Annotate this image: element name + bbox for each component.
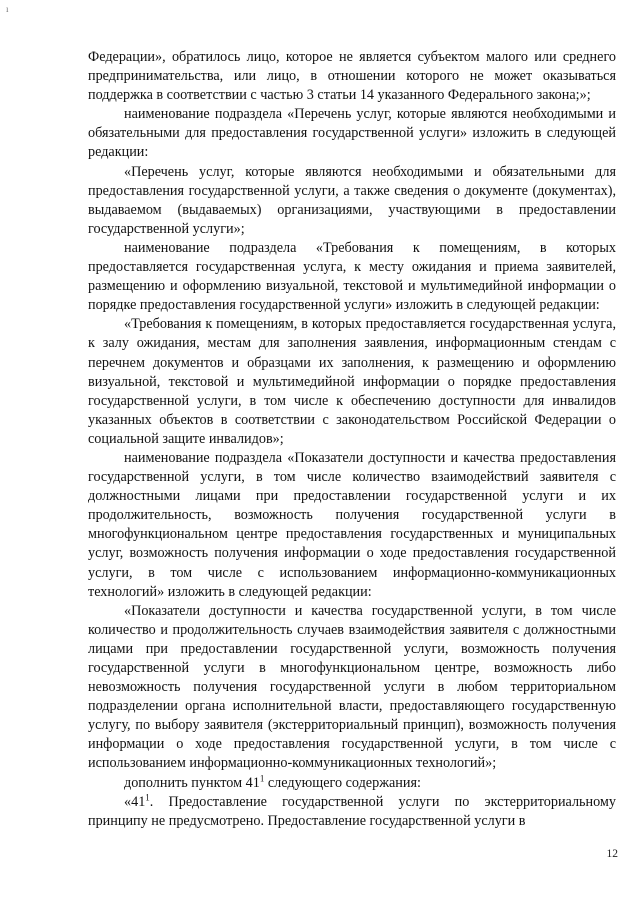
paragraph-2: наименование подраздела «Перечень услуг, которые являются необходимыми и обязательными для предоставления государственной услуги» изложить в следующей редакции: bbox=[88, 106, 616, 161]
body-text bbox=[88, 48, 616, 831]
paragraph-8-text-end: следующего содержания: bbox=[264, 774, 421, 791]
paragraph-9 bbox=[88, 793, 616, 831]
margin-mark: ı bbox=[6, 4, 9, 14]
page-number: 12 bbox=[606, 848, 618, 860]
paragraph-4: наименование подраздела «Требования к помещениям, в которых предоставляется государственная услуга, к месту ожидания и приема заявителей, размещению и оформлению визуальной, текстовой и мультимедийной информации о порядке предоставления государственной услуги» изложить в следующей редакции: bbox=[88, 239, 616, 314]
paragraph-9-text-end: . Предоставление государственной услуги по экстерриториальному принципу не предусмотрено. Предоставление государственной услуги в bbox=[88, 793, 616, 829]
paragraph-6: наименование подраздела «Показатели доступности и качества предоставления государственной услуги, в том числе количество взаимодействий заявителя с должностными лицами при предоставлении государственной услуги и их продолжительность, возможность получения государственной услуги в многофункциональном центре предоставления государственных и муниципальных услуг, возможность получения информации о ходе предоставления государственной услуги, в том числе с использованием информационно-коммуникационных технологий» изложить в следующей редакции: bbox=[88, 449, 616, 600]
paragraph-1: Федерации», обратилось лицо, которое не является субъектом малого или среднего предпринимательства, или лицо, в отношении которого не может оказываться поддержка в соответствии с частью 3 статьи 14 указанного Федерального закона;»; bbox=[88, 49, 616, 104]
paragraph-8 bbox=[88, 774, 616, 793]
paragraph-8-text-start: дополнить пунктом 41 bbox=[124, 774, 260, 791]
paragraph-7: «Показатели доступности и качества государственной услуги, в том числе количество и продолжительность случаев взаимодействия заявителя с должностными лицами при предоставлении государственной услуги, возможность получения государственной услуги в многофункциональном центре, возможность либо невозможность получения государственной услуги в любом территориальном подразделении органа исполнительной власти, предоставляющего государственную услугу, по выбору заявителя (экстерриториальный принцип), возможность получения информации о ходе предоставления государственной услуги, в том числе с использованием информационно-коммуникационных технологий»; bbox=[88, 602, 616, 772]
paragraph-8-superscript: 1 bbox=[259, 772, 265, 783]
paragraph-5: «Требования к помещениям, в которых предоставляется государственная услуга, к залу ожидания, местам для заполнения заявления, информационным стендам с перечнем документов и образцами их заполнения, к размещению и оформлению визуальной, текстовой и мультимедийной информации о порядке предоставления государственной услуги, в том числе к обеспечению доступности для инвалидов указанных объектов в соответствии с законодательством Российской Федерации о социальной защите инвалидов»; bbox=[88, 316, 616, 447]
paragraph-9-text-start: «41 bbox=[124, 793, 146, 810]
paragraph-9-superscript: 1 bbox=[145, 791, 150, 802]
paragraph-3: «Перечень услуг, которые являются необходимыми и обязательными для предоставления государственной услуги, а также сведения о документе (документах), выдаваемом (выдаваемых) организациями, участвующими в предоставлении государственной услуги»; bbox=[88, 163, 616, 237]
